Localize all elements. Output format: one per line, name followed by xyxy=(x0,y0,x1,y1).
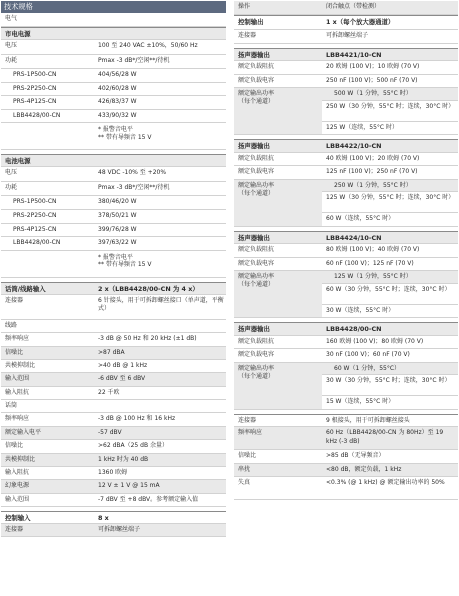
spec-value: 380/46/20 W xyxy=(98,198,137,206)
spec-value: 40 欧姆 (100 V)；20 欧姆 (70 V) xyxy=(326,154,420,162)
spec-label: 信噪比 xyxy=(238,452,257,460)
spec-value: -7 dBV 至 +8 dBV。参考额定输入值 xyxy=(98,495,199,503)
spec-label: 信噪比 xyxy=(5,442,24,450)
spec-label: 连接器 xyxy=(5,526,24,534)
spec-label: 连接器 xyxy=(238,31,257,39)
note-line: * 报警音电平 xyxy=(98,126,133,134)
capacitance-row xyxy=(234,258,458,272)
note-line: ** 带有导频音 15 V xyxy=(98,261,152,269)
output-power-block xyxy=(234,271,458,318)
notes-row xyxy=(1,123,226,150)
output-spec-row xyxy=(234,464,458,478)
spec-value: <80 dB，额定负载，1 kHz xyxy=(326,465,402,473)
mic-spec-row xyxy=(1,480,226,493)
spec-value: 1 x（每个放大器通道） xyxy=(326,18,395,27)
spec-value: >40 dB @ 1 kHz xyxy=(98,361,148,369)
battery-title xyxy=(1,154,226,167)
mic-spec-row xyxy=(1,440,226,453)
output-power-value: 250 W（1 分钟，55°C 时） xyxy=(322,180,458,193)
audio-input-connector xyxy=(1,295,226,320)
output-power-label: 额定输出功率 （每个通道） xyxy=(234,271,322,317)
output-power-value: 15 W（连续，55°C 时） xyxy=(326,398,395,406)
spec-label: 信噪比 xyxy=(5,348,24,356)
audio-input-title xyxy=(1,282,226,295)
spec-label: 电池电源 xyxy=(5,157,31,166)
spec-value: LBB4424/10-CN xyxy=(326,233,382,242)
spec-value: 20 欧姆 (100 V)；10 欧姆 (70 V) xyxy=(326,63,420,71)
line-spec-row xyxy=(1,387,226,400)
top-spec-row xyxy=(234,1,458,15)
output-power-label: 额定输出功率 （每个通道） xyxy=(234,88,322,134)
output-power-value: 60 W（30 分钟，55°C 时；连续，30°C 时） xyxy=(322,284,458,305)
spec-value: 8 x xyxy=(98,514,109,523)
spec-value: LBB4422/10-CN xyxy=(326,142,382,151)
impedance-row xyxy=(234,244,458,258)
spec-value: >85 dB（无导频音） xyxy=(326,452,385,460)
spec-label: 额定输入电平 xyxy=(5,428,42,436)
spec-value: 12 V ± 1 V @ 15 mA xyxy=(98,482,160,490)
spec-label: PRS-1P500-CN xyxy=(13,71,57,78)
output-power-label: 额定输出功率 （每个通道） xyxy=(234,180,322,226)
spec-value: 闭合触点（带检测） xyxy=(326,3,381,10)
spec-label: 话筒 xyxy=(5,402,18,410)
spec-value: LBB4421/10-CN xyxy=(326,50,382,59)
spec-value: >87 dBA xyxy=(98,348,125,356)
right-column xyxy=(234,1,458,500)
impedance-row xyxy=(234,61,458,75)
spec-label: 扬声器输出 xyxy=(238,325,270,334)
mains-model-row xyxy=(1,69,226,83)
spec-value: 397/63/22 W xyxy=(98,239,137,247)
spec-label: PRS-4P125-CN xyxy=(13,225,57,233)
output-power-value: 500 W（1 分钟，55°C 时） xyxy=(322,88,458,101)
mic-spec-row xyxy=(1,413,226,426)
line-spec-row xyxy=(1,373,226,386)
spec-value: 250 nF (100 V)；500 nF (70 V) xyxy=(326,76,418,84)
spec-label: 频率响应 xyxy=(238,429,263,437)
spec-label: 额定负载阻抗 xyxy=(238,246,275,254)
spec-label: PRS-4P125-CN xyxy=(13,98,57,106)
spec-label: 频率响应 xyxy=(5,335,30,343)
output-power-values xyxy=(322,180,458,226)
spec-label: PRS-2P250-CN xyxy=(13,84,57,92)
spec-label: 输入范围 xyxy=(5,495,30,503)
notes xyxy=(94,251,226,277)
spec-label: 话筒/线路输入 xyxy=(5,284,46,293)
spec-label: 输入范围 xyxy=(5,375,30,383)
battery-model-row xyxy=(1,196,226,210)
spec-label: 失真 xyxy=(238,479,251,487)
mains-power xyxy=(1,55,226,70)
impedance-row xyxy=(234,336,458,350)
output-spec-row xyxy=(234,414,458,428)
output-power-value: 125 W（1 分钟，55°C 时） xyxy=(322,271,458,284)
spec-label: 额定负载电容 xyxy=(238,168,275,176)
spec-value: 可拆卸螺丝端子 xyxy=(98,526,141,534)
battery-voltage xyxy=(1,167,226,182)
output-power-block xyxy=(234,88,458,135)
battery-model-row xyxy=(1,210,226,224)
speaker-output-title xyxy=(234,139,458,153)
mains-voltage xyxy=(1,40,226,55)
spec-value: -3 dB @ 50 Hz 和 20 kHz (±1 dB) xyxy=(98,335,197,343)
spec-header: 技术规格 xyxy=(1,1,226,13)
spec-value: 30 nF (100 V)；60 nF (70 V) xyxy=(326,351,410,359)
spec-label: 频率响应 xyxy=(5,415,30,423)
output-power-value: 250 W（30 分钟，55°C 时；连续，30°C 时） xyxy=(322,101,458,122)
spec-label: 电气 xyxy=(5,15,18,22)
spec-label: 线路 xyxy=(5,321,18,329)
output-power-value: 60 W（1 分钟，55°C） xyxy=(322,363,458,376)
spec-value: >62 dBA（25 dB 余量） xyxy=(98,442,168,450)
battery-power xyxy=(1,182,226,197)
output-power-value: 125 W（连续，55°C 时） xyxy=(326,123,399,131)
spec-label xyxy=(1,123,94,149)
output-power-value: 30 W（连续，55°C 时） xyxy=(326,306,395,314)
output-power-label: 额定输出功率 （每个通道） xyxy=(234,363,322,409)
spec-value: 404/56/28 W xyxy=(98,71,137,78)
spec-label: 输入阻抗 xyxy=(5,469,30,477)
spec-value: 426/83/37 W xyxy=(98,98,137,106)
spec-label: 操作 xyxy=(238,3,251,10)
spec-value: 402/60/28 W xyxy=(98,84,137,92)
spec-label: LBB4428/00-CN xyxy=(13,111,61,119)
speaker-output-title xyxy=(234,322,458,336)
electrical-label xyxy=(1,13,226,27)
line-spec-row xyxy=(1,333,226,346)
mic-subheading xyxy=(1,400,226,413)
output-power-value: 30 W（30 分钟，55°C 时；连续，30°C 时） xyxy=(322,375,458,396)
output-power-values xyxy=(322,88,458,134)
spec-label: 市电电源 xyxy=(5,30,31,38)
spec-label: 额定负载电容 xyxy=(238,259,275,267)
note-line: * 报警音电平 xyxy=(98,253,133,261)
spec-label xyxy=(1,251,94,277)
output-spec-row xyxy=(234,477,458,500)
spec-value: -6 dBV 至 6 dBV xyxy=(98,375,146,383)
spec-label: 连接器 xyxy=(5,296,24,304)
mains-model-row xyxy=(1,110,226,124)
spec-value: 6 针接头，用于可拆卸螺丝接口（单声道，平衡式） xyxy=(98,296,224,313)
spec-label: 功耗 xyxy=(5,56,18,64)
output-spec-row xyxy=(234,427,458,450)
spec-value: LBB4428/00-CN xyxy=(326,325,382,334)
output-power-value: 125 W（30 分钟，55°C 时；连续，30°C 时） xyxy=(322,192,458,213)
spec-value: Pmax -3 dB*/空闲**/待机 xyxy=(98,56,170,64)
spec-value: -57 dBV xyxy=(98,428,122,436)
spec-label: 扬声器输出 xyxy=(238,233,270,242)
spec-label: 控制输入 xyxy=(5,514,31,523)
notes xyxy=(94,123,226,149)
spec-value: 可拆卸螺丝端子 xyxy=(326,31,369,39)
spec-label: 连接器 xyxy=(238,416,257,424)
impedance-row xyxy=(234,153,458,167)
spec-value: -3 dB @ 100 Hz 和 16 kHz xyxy=(98,415,176,423)
spec-value: 48 VDC -10% 至 +20% xyxy=(98,169,167,177)
mic-spec-row xyxy=(1,454,226,467)
spec-label: PRS-1P500-CN xyxy=(13,198,57,206)
spec-value: 9 根接头，用于可拆卸螺丝接头 xyxy=(326,416,410,424)
spec-label: 额定负载电容 xyxy=(238,351,275,359)
spec-label: 幻象电源 xyxy=(5,482,30,490)
top-spec-row xyxy=(234,15,458,29)
spec-value: 1 kHz 时为 40 dB xyxy=(98,455,149,463)
spec-label: 共模抑制比 xyxy=(5,361,36,369)
line-spec-row xyxy=(1,347,226,360)
spec-label: 串扰 xyxy=(238,465,251,473)
top-spec-row xyxy=(234,30,458,44)
spec-label: 额定负载阻抗 xyxy=(238,154,275,162)
spec-label: PRS-2P250-CN xyxy=(13,211,57,219)
spec-value: 22 千欧 xyxy=(98,388,120,396)
output-power-values xyxy=(322,363,458,409)
control-input-title xyxy=(1,511,226,524)
capacitance-row xyxy=(234,166,458,180)
spec-value: 80 欧姆 (100 V)；40 欧姆 (70 V) xyxy=(326,246,420,254)
spec-label: 共模抑制比 xyxy=(5,455,36,463)
spec-value: 378/50/21 W xyxy=(98,211,137,219)
spec-value: 100 至 240 VAC ±10%，50/60 Hz xyxy=(98,42,198,49)
spec-label: LBB4428/00-CN xyxy=(13,239,61,247)
spec-label: 输入阻抗 xyxy=(5,388,30,396)
note-line: ** 带有导频音 15 V xyxy=(98,133,152,141)
spec-value: 60 Hz（LBB4428/00-CN 为 80Hz）至 19 kHz (-3 dB) xyxy=(326,429,444,445)
spec-value: 2 x（LBB4428/00-CN 为 4 x） xyxy=(98,284,199,293)
output-power-block xyxy=(234,363,458,410)
left-column xyxy=(1,1,226,537)
spec-label: 扬声器输出 xyxy=(238,50,270,59)
spec-label: 额定负载阻抗 xyxy=(238,337,275,345)
output-power-block xyxy=(234,180,458,227)
spec-value: <0.3% (@ 1 kHz) @ 额定输出功率的 50% xyxy=(326,479,445,487)
spec-label: 电压 xyxy=(5,169,18,177)
spec-value: 433/90/32 W xyxy=(98,111,137,119)
spec-label: 功耗 xyxy=(5,183,18,191)
spec-label: 额定负载阻抗 xyxy=(238,63,275,71)
capacitance-row xyxy=(234,75,458,89)
mains-title xyxy=(1,27,226,40)
spec-value: 1360 欧姆 xyxy=(98,469,128,477)
spec-value: 160 欧姆 (100 V)；80 欧姆 (70 V) xyxy=(326,337,424,345)
mic-spec-row xyxy=(1,467,226,480)
spec-label: 控制输出 xyxy=(238,18,264,27)
battery-model-row xyxy=(1,237,226,251)
speaker-output-title xyxy=(234,231,458,245)
mains-model-row xyxy=(1,83,226,97)
output-power-values xyxy=(322,271,458,317)
spec-value: 125 nF (100 V)；250 nF (70 V) xyxy=(326,168,418,176)
speaker-output-title xyxy=(234,48,458,62)
capacitance-row xyxy=(234,349,458,363)
line-subheading xyxy=(1,320,226,333)
spec-value: 60 nF (100 V)；125 nF (70 V) xyxy=(326,259,414,267)
spec-label: 电压 xyxy=(5,42,18,49)
notes-row xyxy=(1,251,226,278)
mains-model-row xyxy=(1,96,226,110)
mic-spec-row xyxy=(1,494,226,507)
control-input-connector xyxy=(1,524,226,537)
spec-value: 399/76/28 W xyxy=(98,225,137,233)
spec-value: Pmax -3 dB*/空闲**/待机 xyxy=(98,183,170,191)
line-spec-row xyxy=(1,360,226,373)
mic-spec-row xyxy=(1,427,226,440)
spec-label: 额定负载电容 xyxy=(238,76,275,84)
spec-label: 扬声器输出 xyxy=(238,142,270,151)
output-spec-row xyxy=(234,450,458,464)
output-power-value: 60 W（连续，55°C 时） xyxy=(326,215,395,223)
battery-model-row xyxy=(1,224,226,238)
